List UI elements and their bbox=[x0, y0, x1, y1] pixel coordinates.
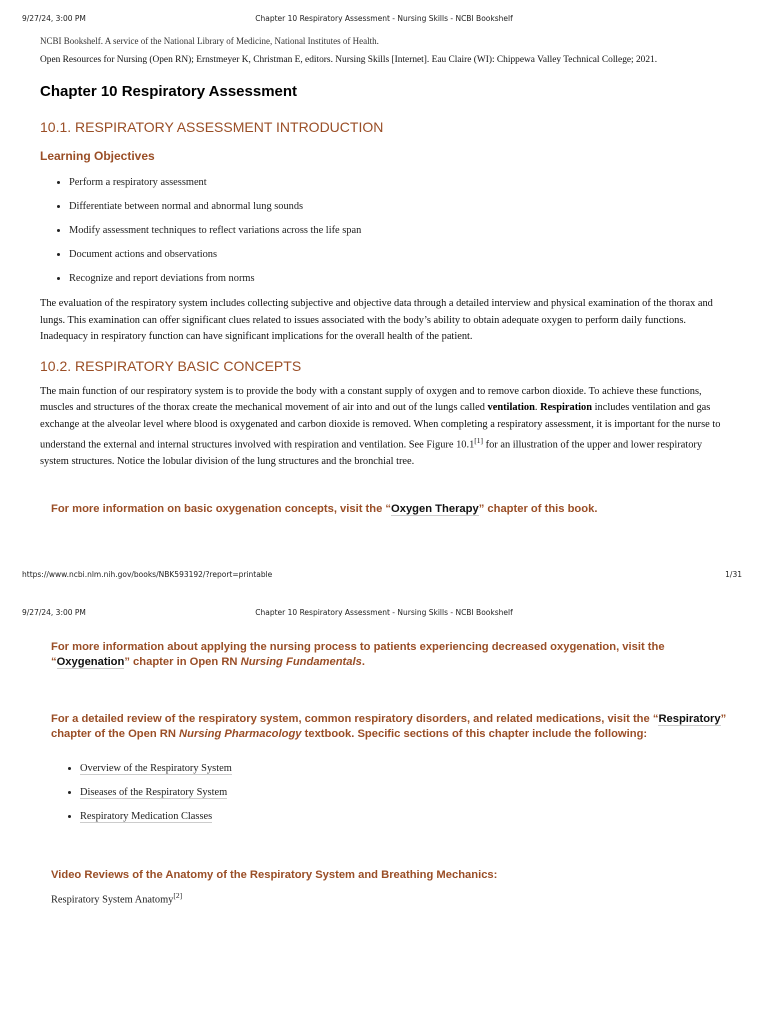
oxygenation-callout bbox=[40, 640, 730, 670]
list-item bbox=[80, 810, 730, 824]
print-url: https://www.ncbi.nlm.nih.gov/books/NBK593192/?report=printable bbox=[22, 570, 273, 579]
print-title: Chapter 10 Respiratory Assessment - Nursing Skills - NCBI Bookshelf bbox=[255, 14, 513, 23]
page-1-content bbox=[40, 36, 730, 517]
list-item: • Differentiate between normal and abnormal lung sounds bbox=[69, 200, 730, 214]
print-footer bbox=[0, 566, 768, 582]
intro-paragraph: The evaluation of the respiratory system includes collecting subjective and objective data through a detailed interview and physical examination of the thorax and lungs. This examination can offer significant clues related to issues associated with the body’s ability to obtain adequate oxygen to perform daily functions. Inadequacy in respiratory function can have significant implications for the overall health of the patient. bbox=[40, 298, 713, 342]
footnote-ref[interactable]: [1] bbox=[474, 436, 484, 445]
text-run: textbook. Specific sections of this chapter include the following: bbox=[301, 728, 648, 740]
list-item: • Perform a respiratory assessment bbox=[69, 176, 730, 190]
book-title: Nursing Fundamentals bbox=[240, 656, 362, 668]
respiratory-link[interactable]: Respiratory bbox=[658, 713, 721, 725]
chapter-links-list bbox=[40, 762, 730, 824]
text-run: ” chapter of this book. bbox=[478, 503, 598, 516]
text-run: for an illustration of the upper and lower respiratory system structures. Notice the lobular division of the lung structures and the bronchial tree. bbox=[40, 439, 703, 467]
respiratory-callout bbox=[40, 712, 730, 742]
print-date: 9/27/24, 3:00 PM bbox=[22, 14, 86, 23]
figure-link[interactable]: Figure 10.1 bbox=[426, 439, 475, 451]
citation: Open Resources for Nursing (Open RN); Ernstmeyer K, Christman E, editors. Nursing Skills [Internet]. Eau Claire (WI): Chippewa Valley Technical College; 2021. bbox=[40, 55, 658, 65]
section-heading-basic-concepts: 10.2. RESPIRATORY BASIC CONCEPTS bbox=[40, 357, 302, 374]
footnote-ref[interactable]: [2] bbox=[173, 891, 183, 900]
term-respiration: Respiration bbox=[540, 402, 593, 413]
list-item: • Document actions and observations bbox=[69, 248, 730, 262]
print-header bbox=[0, 10, 768, 26]
text-run: For more information on basic oxygenation concepts, visit the “ bbox=[51, 503, 392, 516]
text-run: ” chapter of the Open RN bbox=[51, 713, 727, 740]
print-header bbox=[0, 604, 768, 620]
section-heading-intro: 10.1. RESPIRATORY ASSESSMENT INTRODUCTION bbox=[40, 119, 384, 135]
list-item: • Modify assessment techniques to reflect variations across the life span bbox=[69, 224, 730, 238]
oxygen-therapy-callout bbox=[40, 502, 730, 517]
text-run: For more information about applying the nursing process to patients experiencing decreased oxygenation, visit the “ bbox=[51, 641, 665, 668]
diseases-link[interactable]: Diseases of the Respiratory System bbox=[80, 787, 228, 798]
list-item bbox=[80, 786, 730, 800]
text-run: The main function of our respiratory system is to provide the body with a constant supply of oxygen and to remove carbon dioxide. To achieve these functions, muscles and structures of the thorax create the mechanical movement of air into and out of the lungs called bbox=[40, 385, 702, 413]
objectives-list bbox=[40, 176, 730, 286]
video-heading: Video Reviews of the Anatomy of the Respiratory System and Breathing Mechanics: bbox=[51, 869, 498, 881]
oxygen-therapy-link[interactable]: Oxygen Therapy bbox=[391, 503, 479, 516]
text-run: includes ventilation and gas exchange at the alveolar level where blood is oxygenated and carbon dioxide is removed. When completing a respiratory assessment, it is important for the nurse to understand the external and internal structures involved with respiration and ventilation. See bbox=[40, 402, 721, 451]
print-date: 9/27/24, 3:00 PM bbox=[22, 608, 86, 617]
learning-objectives-heading: Learning Objectives bbox=[40, 149, 155, 163]
text-run: . bbox=[361, 656, 365, 668]
text-run: ” chapter in Open RN bbox=[124, 656, 241, 668]
overview-link[interactable]: Overview of the Respiratory System bbox=[80, 763, 232, 774]
video-item bbox=[40, 891, 730, 905]
page-2-content bbox=[40, 640, 730, 905]
video-title: Respiratory System Anatomy bbox=[51, 894, 174, 906]
print-page-number: 1/31 bbox=[725, 570, 742, 579]
list-item bbox=[80, 762, 730, 776]
book-title: Nursing Pharmacology bbox=[179, 728, 302, 740]
medication-classes-link[interactable]: Respiratory Medication Classes bbox=[80, 811, 213, 822]
list-item: • Recognize and report deviations from norms bbox=[69, 272, 730, 286]
term-ventilation: ventilation bbox=[487, 402, 535, 413]
basic-concepts-paragraph bbox=[40, 384, 730, 471]
print-title: Chapter 10 Respiratory Assessment - Nursing Skills - NCBI Bookshelf bbox=[255, 608, 513, 617]
oxygenation-link[interactable]: Oxygenation bbox=[56, 656, 125, 668]
ncbi-line: NCBI Bookshelf. A service of the National Library of Medicine, National Institutes of Health. bbox=[40, 36, 379, 46]
text-run: . bbox=[534, 402, 541, 413]
text-run: For a detailed review of the respiratory system, common respiratory disorders, and related medications, visit the “ bbox=[51, 713, 659, 725]
chapter-title: Chapter 10 Respiratory Assessment bbox=[40, 83, 298, 100]
